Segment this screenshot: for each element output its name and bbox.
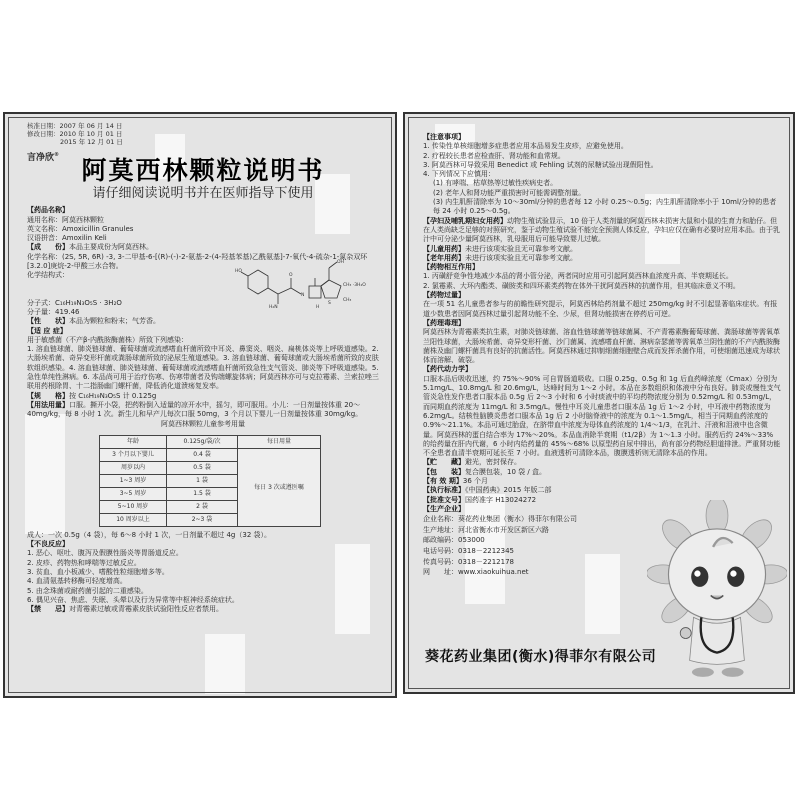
adverse-item: 1. 恶心、呕吐、腹泻及假膜性肠炎等胃肠道反应。 xyxy=(27,549,183,558)
structure-heading: 化学结构式： xyxy=(27,271,69,280)
approval-date: 核准日期：2007 年 06 月 14 日 xyxy=(27,122,123,130)
adverse-item: 2. 皮疹、药物热和哮喘等过敏反应。 xyxy=(27,558,141,567)
ingredients xyxy=(27,243,379,252)
document-title: 阿莫西林颗粒说明书 xyxy=(81,156,325,186)
label-ho: HO xyxy=(235,269,242,274)
fax-number: 传真号码：0318－2212178 xyxy=(423,557,514,566)
precaution-item: 1. 传染性单核细胞增多症患者应用本品易发生皮疹，应避免使用。 xyxy=(423,142,628,151)
left-content xyxy=(27,122,379,615)
dose-cell: 2~3 袋 xyxy=(167,513,238,526)
pinyin-name: 汉语拼音：Amoxilin Keli xyxy=(27,234,107,243)
ingredients-text: 本品主要成份为阿莫西林。 xyxy=(69,243,153,252)
appearance-text: 本品为颗粒和粉末；气芳香。 xyxy=(69,317,160,326)
company-name: 企业名称：葵花药业集团（衡水）得菲尔有限公司 xyxy=(423,515,577,524)
age-cell: 5~10 周岁 xyxy=(100,500,167,513)
approval-heading: 【批准文号】 xyxy=(423,495,465,504)
col-dose: 0.125g/袋/次 xyxy=(167,435,238,448)
caution-item: (3) 内生肌酐清除率为 10～30ml/分钟的患者每 12 小时 0.25～0.5g；内生肌酐清除率小于 10ml/分钟的患者每 24 小时 0.25～0.5g。 xyxy=(433,198,777,216)
label-s: S xyxy=(328,301,331,306)
company-info xyxy=(423,514,781,578)
approval-text: 国药准字 H13024272 xyxy=(465,495,537,504)
elderly-heading: 【老年用药】 xyxy=(423,253,465,262)
document-subtitle: 请仔细阅读说明书并在医师指导下使用 xyxy=(92,186,314,202)
pharmacokinetics-heading: 【药代动力学】 xyxy=(423,365,472,374)
age-cell: 3 个月以下婴儿 xyxy=(100,448,167,461)
storage-text: 避光，密封保存。 xyxy=(465,458,521,467)
dosage-table xyxy=(99,435,321,527)
standard xyxy=(423,486,781,495)
package-heading: 【包 装】 xyxy=(423,467,465,476)
pharmacokinetics-text: 口服本品后吸收迅速，约 75%～90% 可自胃肠道吸收。口服 0.25g、0.5g 和 1g 后血药峰浓度（Cmax）分别为 5.1mg/L、10.8mg/L 和 20.6mg/L，达峰时间为 1～2 小时。本品在多数组织和体液中分布良好。肺炎或慢性支气管炎急性发作患者口服本品 0.5g 后 2～3 小时和 6 小时痰液中的平均药物浓度分别为 0.52mg/L 和 0.53mg/L，而同期血药浓度为 11mg/L 和 3.5mg/L。慢性中耳炎儿童患者口服本品 1g 后 1～2 小时，中耳液中药物浓度为 6.2mg/L。结核性脑膜炎患者口服本品 1g 后 2 小时脑脊液中的浓度为 0.1～1.5mg/L，相当于同期血药浓度的 0.9%～21.1%。本品可通过胎盘，在脐带血中浓度为母体血药浓度的 1/4～1/3，在乳汁、汗液和泪液中也含微量。阿莫西林的蛋白结合率为 17%～20%。本品血消除半衰期（t1/2β）为 1～1.3 小时。服药后约 24%～33% 的给药量在肝内代谢，6 小时内给药量的 45%～68% 以原型药自尿中排出，尚有部分药物经胆道排泄。严重肾功能不全患者血清半衰期可延长至 7 小时。血液透析可清除本品，腹膜透析则无清除本品的作用。 xyxy=(423,374,781,458)
adverse-item: 5. 由念珠菌或耐药菌引起的二重感染。 xyxy=(27,586,148,595)
dosage-text: 口服。撕开小袋，把药粉倒入适量的凉开水中，摇匀，即可服用。小儿：一日剂量按体重 20～40mg/kg，每 8 小时 1 次。新生儿和早产儿每次口服 50mg，3 个月以下婴儿一日剂量按体重 30mg/kg。 xyxy=(27,400,363,419)
age-cell: 10 周岁以上 xyxy=(100,513,167,526)
dosage xyxy=(27,401,379,420)
precaution-item: 4. 下列情况下应慎用： xyxy=(423,170,495,179)
precautions-heading: 【注意事项】 xyxy=(423,133,465,141)
adverse-item: 6. 偶见兴奋、焦虑、失眠、头晕以及行为异常等中枢神经系统症状。 xyxy=(27,595,239,604)
dose-cell: 2 袋 xyxy=(167,500,238,513)
daily-cell: 每日 3 次或遵医嘱 xyxy=(238,448,321,526)
label-o: O xyxy=(289,273,293,278)
standard-text: 《中国药典》2015 年版二部 xyxy=(465,486,552,495)
age-cell: 周岁以内 xyxy=(100,461,167,474)
dose-cell: 0.4 袋 xyxy=(167,448,238,461)
chemical-name: 化学名称：(2S, 5R, 6R) -3, 3-二甲基-6-[(R)-(-)-2-氨基-2-(4-羟基苯基)乙酰氨基]-7-氧代-4-硫杂-1-氮杂双环[3.2.0]庚烷-2-甲酸三水合物。 xyxy=(27,252,368,271)
revision-date: 修改日期：2010 年 10 月 01 日 xyxy=(27,130,123,138)
standard-heading: 【执行标准】 xyxy=(423,486,465,495)
adverse-item: 3. 贫血、血小板减少、嗜酸性粒细胞增多等。 xyxy=(27,568,169,577)
col-age: 年龄 xyxy=(100,435,167,448)
interactions-heading: 【药物相互作用】 xyxy=(423,263,479,272)
indications-intro: 用于敏感菌（不产β-内酰胺酶菌株）所致下列感染： xyxy=(27,335,188,344)
contra-heading: 【禁 忌】 xyxy=(27,605,69,614)
pharmacology-heading: 【药理毒理】 xyxy=(423,318,465,327)
appearance xyxy=(27,317,379,326)
pregnancy-heading: 【孕妇及哺乳期妇女用药】 xyxy=(423,216,507,225)
molecular-formula: 分子式：C₁₆H₁₉N₃O₅S · 3H₂O xyxy=(27,298,122,307)
interaction-item: 2. 氯霉素、大环内酯类、磺胺类和四环素类药物在体外干扰阿莫西林的抗菌作用，但其临床意义不明。 xyxy=(423,281,740,290)
children-text: 未进行该项实验且无可靠参考文献。 xyxy=(465,244,577,253)
drug-name-heading: 【药品名称】 xyxy=(27,206,69,215)
dose-cell: 1.5 袋 xyxy=(167,487,238,500)
revision-date-2: 2015 年 12 月 01 日 xyxy=(60,138,123,146)
table-header-row xyxy=(100,435,321,448)
expiry-heading: 【有 效 期】 xyxy=(423,476,463,485)
expiry-text: 36 个月 xyxy=(462,476,489,485)
adverse-item: 4. 血清氨基转移酶可轻度增高。 xyxy=(27,577,127,586)
age-cell: 3~5 周岁 xyxy=(100,487,167,500)
overdose-heading: 【药物过量】 xyxy=(423,291,465,300)
postal-code: 邮政编码：053000 xyxy=(423,536,485,545)
english-name: 英文名称：Amoxicillin Granules xyxy=(27,224,134,233)
expiry xyxy=(423,477,781,486)
storage-heading: 【贮 藏】 xyxy=(423,458,465,467)
dose-cell: 0.5 袋 xyxy=(167,461,238,474)
spec-text: 按 C₁₆H₁₉N₃O₅S 计 0.125g xyxy=(69,391,157,400)
storage xyxy=(423,458,781,467)
company-address: 生产地址：河北省衡水市开发区新区六路 xyxy=(423,525,549,534)
leaflet-page-right xyxy=(403,112,795,694)
label-oh: OH xyxy=(337,260,344,265)
children-heading: 【儿童用药】 xyxy=(423,244,465,253)
registered-mark: ® xyxy=(54,152,60,158)
precaution-item: 2. 疗程较长患者应检查肝、肾功能和血常规。 xyxy=(423,151,565,160)
approval-number xyxy=(423,496,781,505)
label-nh2: H₂N xyxy=(269,305,278,310)
package-text: 复合膜包装，10 袋 / 盒。 xyxy=(465,467,546,476)
col-daily: 每日用量 xyxy=(238,435,321,448)
table-row xyxy=(100,448,321,461)
contraindications xyxy=(27,605,379,614)
caution-item: (2) 老年人和肾功能严重损害时可能需调整剂量。 xyxy=(433,188,586,197)
contra-text: 对青霉素过敏或青霉素皮肤试验阳性反应者禁用。 xyxy=(69,605,223,614)
specification xyxy=(27,392,379,401)
label-ch3-water: CH₃ ·3H₂O xyxy=(343,283,366,288)
dosage-heading: 【用法用量】 xyxy=(27,400,69,409)
caution-item: (1) 有哮喘、枯草热等过敏性疾病史者。 xyxy=(433,179,558,188)
age-cell: 1~3 周岁 xyxy=(100,474,167,487)
approval-dates xyxy=(27,122,379,146)
brand-text: 言净欣 xyxy=(27,153,55,163)
geriatric-use xyxy=(423,254,781,263)
phone-number: 电话号码：0318－2212345 xyxy=(423,546,514,555)
right-content xyxy=(423,133,781,578)
dosage-table-title: 阿莫西林颗粒儿童参考用量 xyxy=(161,419,245,428)
molecular-weight: 分子量：419.46 xyxy=(27,307,80,316)
generic-name: 通用名称：阿莫西林颗粒 xyxy=(27,215,104,224)
leaflet-page-left xyxy=(3,112,397,698)
appearance-heading: 【性 状】 xyxy=(27,317,69,326)
adverse-heading: 【不良反应】 xyxy=(27,540,69,549)
interaction-item: 1. 丙磺舒竞争性地减少本品的肾小管分泌，两者同时应用可引起阿莫西林血浓度升高、半衰期延长。 xyxy=(423,272,733,281)
manufacturer-heading: 【生产企业】 xyxy=(423,504,465,513)
ingredients-heading: 【成 份】 xyxy=(27,243,69,252)
indications-text: 1. 溶血链球菌、肺炎链球菌、葡萄球菌或流感嗜血杆菌所致中耳炎、鼻窦炎、咽炎、扁桃体炎等上呼吸道感染。2. 大肠埃希菌、奇异变形杆菌或粪肠球菌所致的泌尿生殖道感染。3. 溶血链球菌、葡萄球菌或大肠埃希菌所致的皮肤软组织感染。4. 溶血链球菌、肺炎链球菌、葡萄球菌或流感嗜血杆菌所致急性支气管炎、肺炎等下呼吸道感染。5. 急性单纯性淋病。6. 本品尚可用于治疗伤寒、伤寒带菌者及钩端螺旋体病；阿莫西林亦可与克拉霉素、兰索拉唑三联用药根除胃、十二指肠幽门螺杆菌，降低消化道溃疡复发率。 xyxy=(27,345,379,391)
package xyxy=(423,468,781,477)
pregnancy xyxy=(423,217,781,245)
pediatric-use xyxy=(423,245,781,254)
pregnancy-text: 动物生殖试验显示，10 倍于人类剂量的阿莫西林未损害大鼠和小鼠的生育力和胎仔。但在人类尚缺乏足够的对照研究，鉴于动物生殖试验不能完全预测人体反应，孕妇应仅在确有必要时应用本品。由于乳汁中可分泌少量阿莫西林，乳母服用后可能导致婴儿过敏。 xyxy=(423,216,780,244)
company-logo: 葵花药业集团(衡水)得菲尔有限公司 xyxy=(425,649,657,665)
precaution-item: 3. 阿莫西林可导致采用 Benedict 或 Fehling 试剂的尿糖试验出现假阳性。 xyxy=(423,160,658,169)
indications-heading: 【适 应 症】 xyxy=(27,326,67,335)
elderly-text: 未进行该项实验且无可靠参考文献。 xyxy=(465,253,577,262)
adult-dosage: 成人：一次 0.5g（4 袋），每 6～8 小时 1 次，一日剂量不超过 4g（32 袋）。 xyxy=(27,530,271,539)
label-h: H xyxy=(316,305,320,310)
dose-cell: 1 袋 xyxy=(167,474,238,487)
spec-heading: 【规 格】 xyxy=(27,391,69,400)
pharmacology-text: 阿莫西林为青霉素类抗生素，对肺炎链球菌、溶血性链球菌等链球菌属、不产青霉素酶葡萄球菌、粪肠球菌等需氧革兰阳性球菌，大肠埃希菌、奇异变形杆菌、沙门菌属、流感嗜血杆菌、淋病奈瑟菌等需氧革兰阴性菌的不产内酰胺酶菌株及幽门螺杆菌具有良好的抗菌活性。阿莫西林通过抑制细菌细胞壁合成而发挥杀菌作用，可使细菌迅速成为球状体而溶解、破裂。 xyxy=(423,328,780,365)
overdose-text: 在一项 51 名儿童患者参与的前瞻性研究提示，阿莫西林给药剂量不超过 250mg/kg 时不引起显著临床症状。有报道少数患者因阿莫西林过量引起肾功能不全、少尿，但肾功能损害在停药后可逆。 xyxy=(423,300,778,318)
website: 网 址：www.xiaokuihua.net xyxy=(423,568,529,577)
label-ch3: CH₃ xyxy=(343,298,352,303)
label-nh: N xyxy=(301,293,305,298)
